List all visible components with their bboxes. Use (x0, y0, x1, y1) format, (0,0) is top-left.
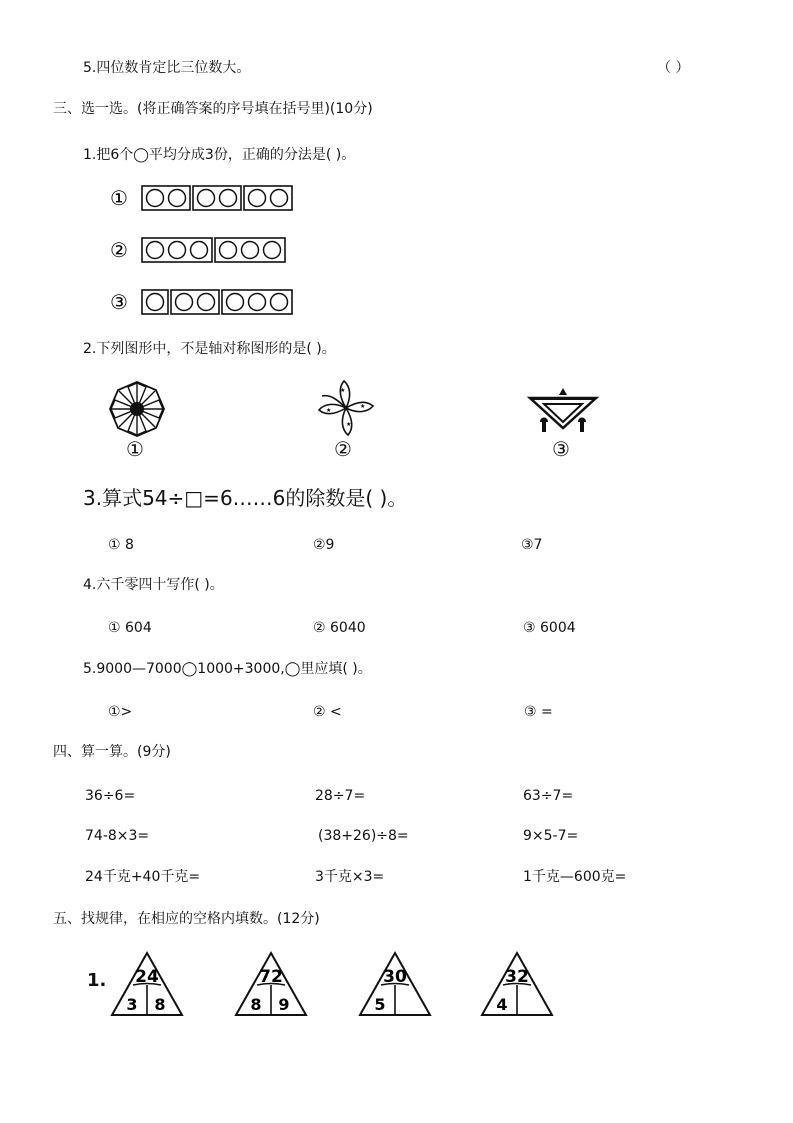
triangle-left-number: 4 (496, 995, 508, 1014)
option-3-4-a[interactable]: ① 604 (108, 620, 152, 636)
number-triangle (480, 950, 554, 1018)
svg-text:②: ② (110, 238, 128, 262)
option-1-grouping (110, 184, 300, 212)
option-3-5-c[interactable]: ③ = (524, 704, 553, 720)
triangle-left-number: 3 (126, 995, 138, 1014)
option-3-3-a[interactable]: ① 8 (108, 537, 134, 553)
section-4-heading: 四、算一算。(9分) (53, 744, 171, 760)
figure-label-3: ③ (552, 437, 570, 461)
calc-item: 9×5-7= (523, 828, 579, 844)
option-3-3-b[interactable]: ②9 (313, 537, 335, 553)
svg-text:★: ★ (360, 403, 366, 410)
svg-text:★: ★ (326, 407, 332, 414)
calc-item: 28÷7= (315, 788, 366, 804)
question-3-5: 5.9000—7000◯1000+3000,◯里应填( )。 (83, 661, 372, 677)
calc-item: 74-8×3= (85, 828, 150, 844)
triangle-right-number: 8 (154, 995, 166, 1014)
pattern-item-label: 1. (87, 970, 107, 991)
section-5-heading: 五、找规律，在相应的空格内填数。(12分) (53, 911, 320, 927)
question-3-3: 3.算式54÷□=6……6的除数是( )。 (83, 486, 408, 510)
option-3-4-b[interactable]: ② 6040 (313, 620, 366, 636)
svg-text:★: ★ (340, 387, 346, 394)
option-3-5-b[interactable]: ② < (313, 704, 342, 720)
triangle-top-number: 72 (259, 967, 283, 987)
option-label: ① (110, 186, 128, 210)
calc-item: 36÷6= (85, 788, 136, 804)
triangle-top-number: 24 (135, 967, 159, 987)
option-3-grouping (110, 288, 300, 316)
svg-text:③: ③ (110, 290, 128, 314)
option-3-5-a[interactable]: ①> (108, 704, 133, 720)
question-3-1: 1.把6个◯平均分成3份，正确的分法是( )。 (83, 147, 356, 163)
calc-item: 3千克×3= (315, 869, 385, 885)
triangle-right-number: 9 (278, 995, 290, 1014)
section-3-heading: 三、选一选。(将正确答案的序号填在括号里)(10分) (53, 101, 373, 117)
number-triangle (234, 950, 308, 1018)
option-3-3-c[interactable]: ③7 (521, 537, 543, 553)
number-triangle (110, 950, 184, 1018)
bauhinia-flower-icon (316, 378, 376, 438)
triangle-top-number: 30 (383, 967, 407, 987)
figure-label-1: ① (126, 437, 144, 461)
triangle-emblem-icon (526, 384, 600, 438)
option-3-4-c[interactable]: ③ 6004 (523, 620, 576, 636)
octagon-flower-icon (108, 380, 166, 438)
judgement-item-5: 5.四位数肯定比三位数大。 (83, 60, 251, 76)
triangle-left-number: 8 (250, 995, 262, 1014)
triangle-left-number: 5 (374, 995, 386, 1014)
triangle-top-number: 32 (505, 967, 529, 987)
svg-text:★: ★ (346, 421, 352, 428)
calc-item: 63÷7= (523, 788, 574, 804)
question-3-2: 2.下列图形中，不是轴对称图形的是( )。 (83, 341, 336, 357)
figure-label-2: ② (334, 437, 352, 461)
calc-item: (38+26)÷8= (318, 828, 409, 844)
calc-item: 24千克+40千克= (85, 869, 201, 885)
option-2-grouping (110, 236, 300, 264)
answer-blank[interactable]: （ ） (657, 60, 690, 76)
number-triangle (358, 950, 432, 1018)
calc-item: 1千克—600克= (523, 869, 627, 885)
question-3-4: 4.六千零四十写作( )。 (83, 577, 224, 593)
